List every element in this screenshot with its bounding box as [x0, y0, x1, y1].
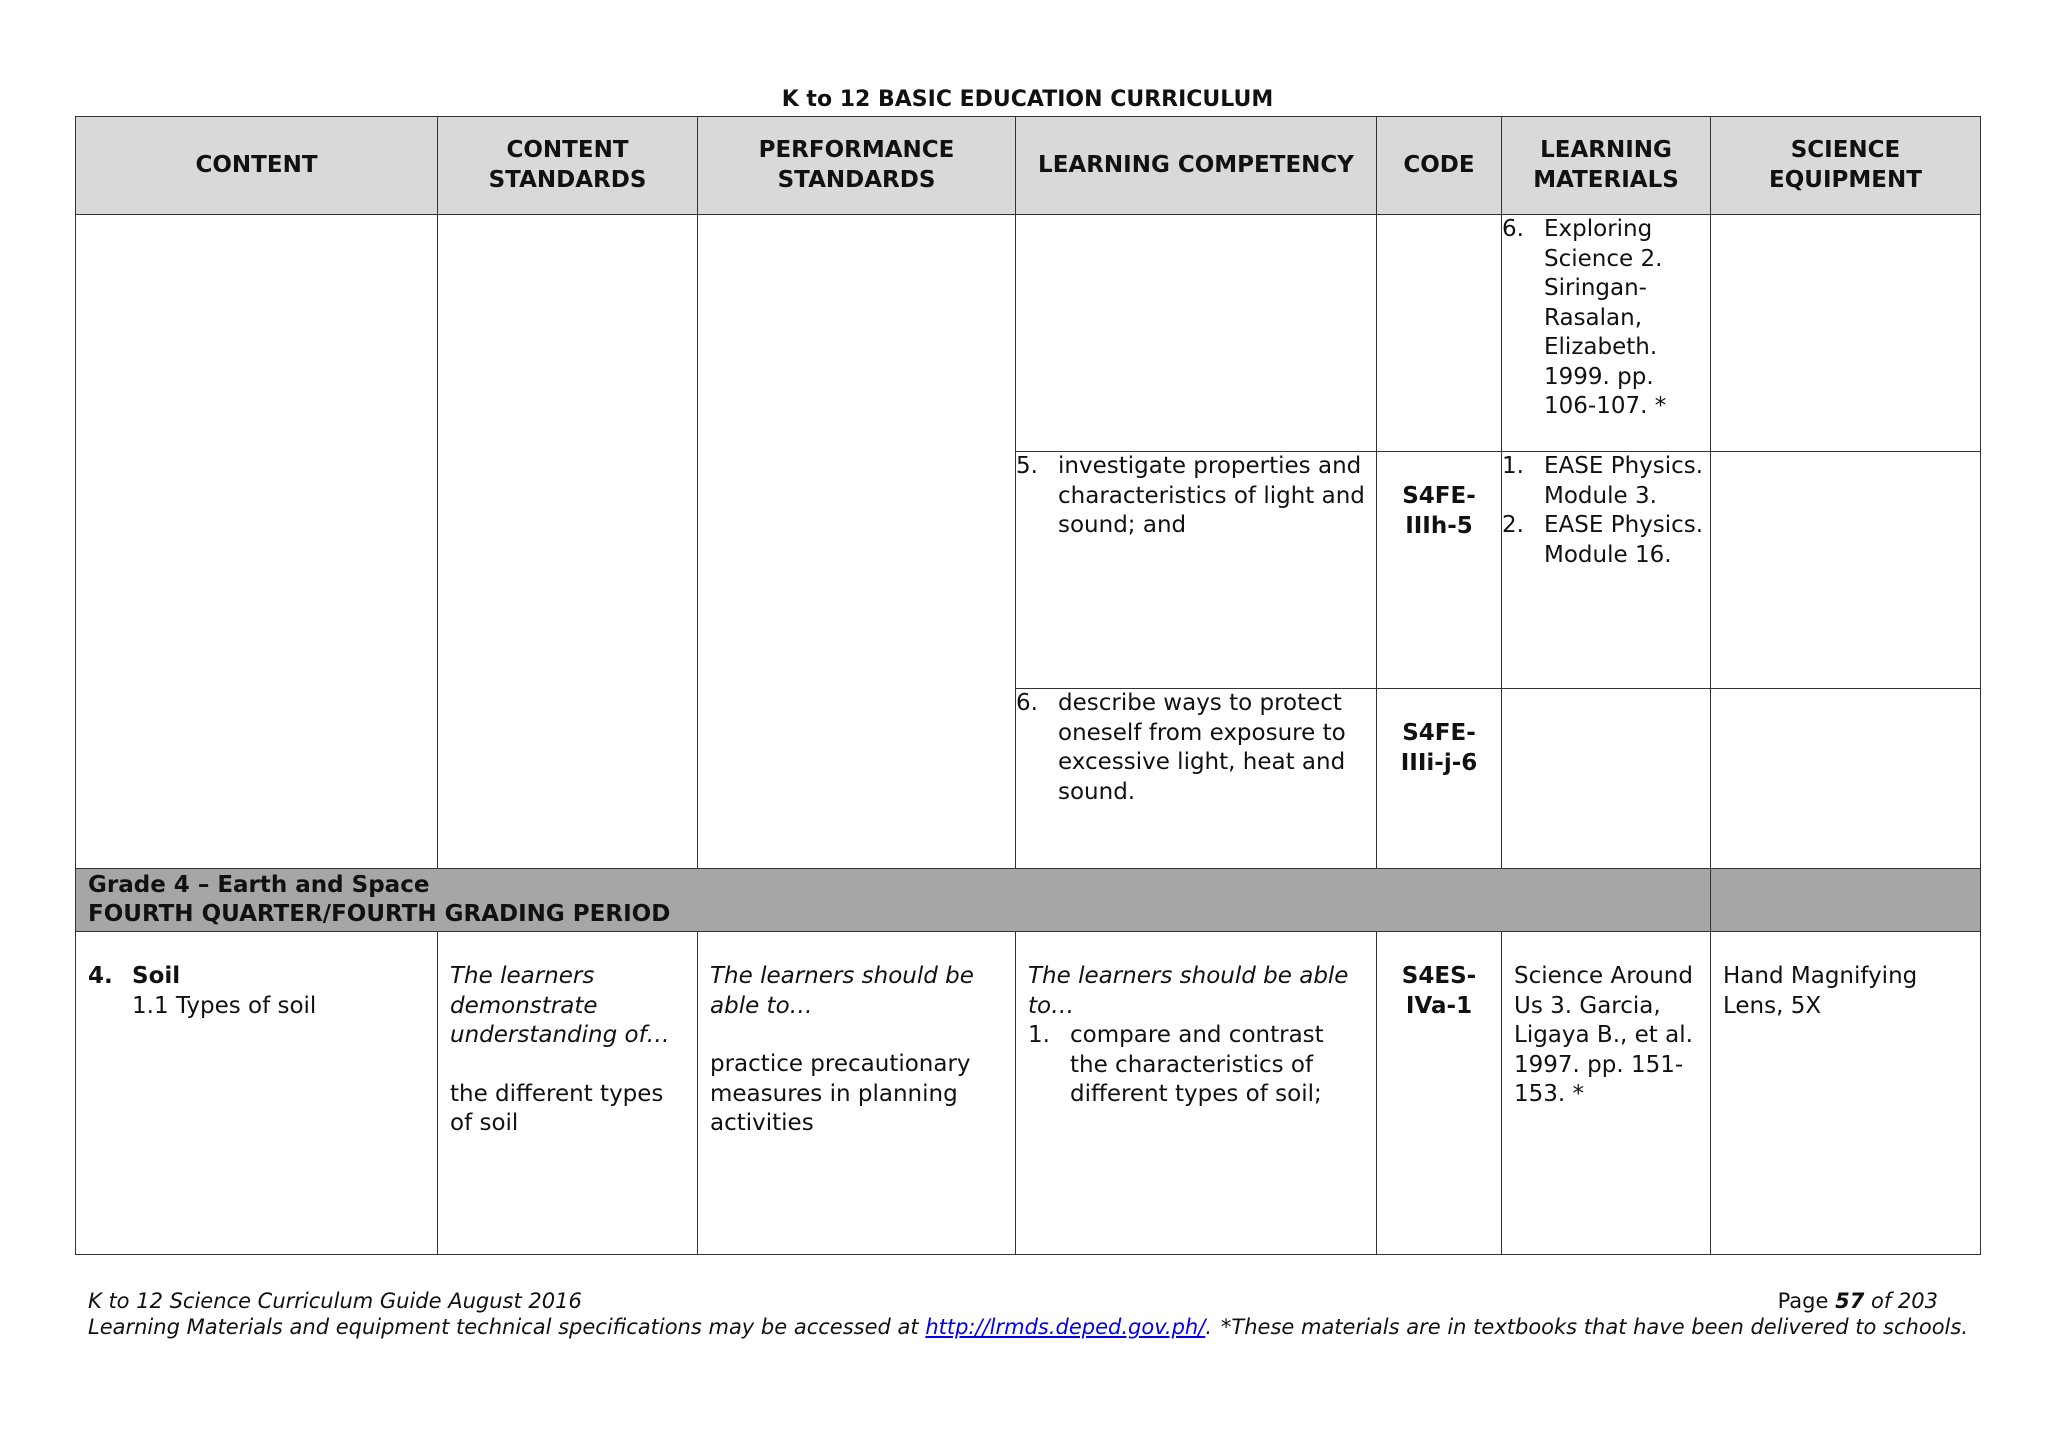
footer-guide: K to 12 Science Curriculum Guide August 2016 — [88, 1289, 582, 1313]
page-number: Page 57 of 203 — [1777, 1289, 1938, 1313]
content-standards-cell: The learners demonstrate understanding of… the different types of soil — [438, 932, 698, 1255]
performance-standards-cell-empty — [698, 215, 1016, 869]
content-cell: 4. Soil 1.1 Types of soil — [76, 932, 438, 1255]
list-item: 6. describe ways to protect oneself from exposure to excessive light, heat and sound. — [1016, 690, 1346, 805]
quarter-title: FOURTH QUARTER/FOURTH GRADING PERIOD — [88, 901, 671, 927]
header-content: CONTENT — [76, 117, 438, 215]
content-subtopic: 1.1 Types of soil — [132, 992, 317, 1019]
competency-cell-empty — [1016, 215, 1377, 452]
table-row — [76, 932, 1981, 1255]
header-science-equipment: SCIENCE EQUIPMENT — [1711, 117, 1981, 215]
content-standards-cell-empty — [438, 215, 698, 869]
competency-cell — [1016, 689, 1377, 869]
list-item: 2. EASE Physics. Module 16. — [1502, 512, 1704, 568]
equipment-cell-empty — [1711, 215, 1981, 452]
footer-access: Learning Materials and equipment technical specifications may be accessed at http://lrmds.deped.gov.ph/. — [88, 1315, 1212, 1339]
grade-header — [76, 869, 1711, 932]
competency-cell — [1016, 452, 1377, 689]
footer-note: *These materials are in textbooks that have been delivered to schools. — [1220, 1315, 1968, 1339]
materials-cell-empty — [1502, 689, 1711, 869]
materials-list — [1502, 452, 1710, 570]
list-item: 1. EASE Physics. Module 3. — [1502, 453, 1704, 509]
code-cell: S4FE- IIIh-5 — [1377, 452, 1502, 689]
code-cell-empty — [1377, 215, 1502, 452]
materials-cell: Science Around Us 3. Garcia, Ligaya B., et al. 1997. pp. 151-153. * — [1502, 932, 1711, 1255]
header-learning-materials: LEARNING MATERIALS — [1502, 117, 1711, 215]
header-performance-standards: PERFORMANCE STANDARDS — [698, 117, 1016, 215]
grade-header-blank — [1711, 869, 1981, 932]
content-title: Soil — [132, 963, 181, 989]
header-learning-competency: LEARNING COMPETENCY — [1016, 117, 1377, 215]
materials-cell — [1502, 452, 1711, 689]
performance-standards-cell: The learners should be able to… practice precautionary measures in planning activities — [698, 932, 1016, 1255]
code-cell: S4ES- IVa-1 — [1377, 932, 1502, 1255]
content-cell-empty — [76, 215, 438, 869]
curriculum-table — [75, 116, 1981, 1255]
list-item: 5. investigate properties and characteristics of light and sound; and — [1016, 453, 1365, 538]
code-cell: S4FE- IIIi-j-6 — [1377, 689, 1502, 869]
competency-cell: The learners should be able to… 1. compare and contrast the characteristics of different types of soil; — [1016, 932, 1377, 1255]
page-footer — [88, 1288, 1968, 1340]
equipment-cell-empty — [1711, 689, 1981, 869]
grade-title: Grade 4 – Earth and Space — [88, 872, 430, 898]
equipment-cell-empty — [1711, 452, 1981, 689]
equipment-cell: Hand Magnifying Lens, 5X — [1711, 932, 1981, 1255]
grade-header-row — [76, 869, 1981, 932]
materials-cell — [1502, 215, 1711, 452]
lrmds-link[interactable]: http://lrmds.deped.gov.ph/ — [925, 1315, 1206, 1339]
header-row — [76, 117, 1981, 215]
table-row — [76, 215, 1981, 452]
header-content-standards: CONTENT STANDARDS — [438, 117, 698, 215]
header-code: CODE — [1377, 117, 1502, 215]
materials-list — [1502, 215, 1710, 422]
list-item: 1. compare and contrast the characteristics of different types of soil; — [1028, 1022, 1324, 1107]
list-item: 6. Exploring Science 2. Siringan-Rasalan, Elizabeth. 1999. pp. 106-107. * — [1502, 216, 1667, 419]
document-title: K to 12 BASIC EDUCATION CURRICULUM — [781, 87, 1274, 112]
